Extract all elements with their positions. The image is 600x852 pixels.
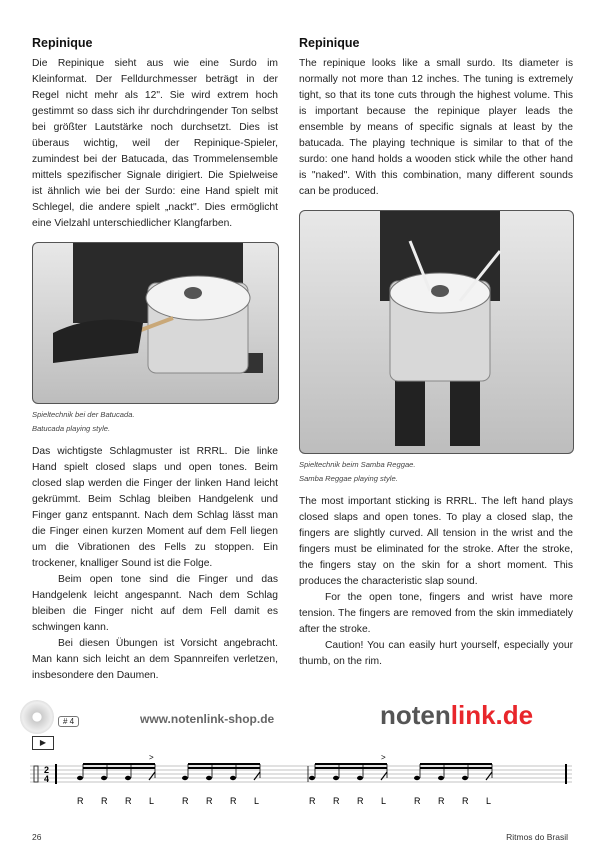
sticking-R: R <box>101 796 108 806</box>
note-head <box>125 776 131 780</box>
sticking-R: R <box>414 796 421 806</box>
left-heading: Repinique <box>32 36 93 50</box>
right-paragraph: For the open tone, fingers and wrist have more tension. The fingers are removed from the skin immediately after the stroke. <box>299 592 573 635</box>
sticking-L: L <box>254 796 260 806</box>
note-head <box>414 776 420 780</box>
notation-section <box>20 700 576 808</box>
right-column <box>299 36 573 670</box>
caption-en: Samba Reggae playing style. <box>299 474 398 483</box>
photo-samba-reggae <box>299 210 574 454</box>
sticking-R: R <box>462 796 469 806</box>
sticking-R: R <box>357 796 364 806</box>
time-signature-bottom: 4 <box>44 774 50 784</box>
drum-photo-illustration <box>300 211 573 453</box>
slap-note <box>381 772 387 780</box>
sticking-R: R <box>182 796 189 806</box>
sticking-L: L <box>486 796 492 806</box>
two-column-layout <box>32 36 573 684</box>
caption-de: Spieltechnik beim Samba Reggae. <box>299 460 416 469</box>
accent-mark: > <box>381 753 386 762</box>
sticking-R: R <box>206 796 213 806</box>
right-intro: The repinique looks like a small surdo. Its diameter is normally not more than 12 inches. The tuning is extremely tight, so that its tone cuts through the highest volume. This is important because the repinique player leads the ensemble by means of specific signals at least by the batucada. The playing technique is similar to that of the surdo: one hand holds a wooden stick while the other hand is "naked". With this combination, many different sounds can be produced. <box>299 58 573 197</box>
notation-staff <box>0 750 600 808</box>
accent-mark: > <box>149 753 154 762</box>
caption-de: Spieltechnik bei der Batucada. <box>32 410 135 419</box>
note-head <box>309 776 315 780</box>
watermark-dark: noten <box>380 700 451 730</box>
slap-note <box>254 772 260 780</box>
left-paragraph: Das wichtigste Schlagmuster ist RRRL. Die linke Hand spielt closed slaps und open tones. Beim closed slap werden die Finger der linken Hand leicht gekrümmt. Beim Schlag bleiben Handgelenk und Finger ganz entspannt. Nach dem Schlag lässt man die Finger einen kurzen Moment auf dem Fell liegen um die Vibrationen des Fells zu stoppen. Ein trockener, knalliger Sound ist die Folge. <box>32 446 278 569</box>
note-head <box>333 776 339 780</box>
sticking-L: L <box>381 796 387 806</box>
page-number: 26 <box>32 832 42 842</box>
note-head <box>77 776 83 780</box>
right-caption <box>299 458 573 486</box>
cd-track-label: # 4 <box>58 716 79 727</box>
note-head <box>357 776 363 780</box>
watermark-red: link.de <box>450 700 534 730</box>
slap-note <box>149 772 155 780</box>
left-caption <box>32 408 278 436</box>
sticking-R: R <box>125 796 132 806</box>
cd-row <box>20 700 576 736</box>
right-heading: Repinique <box>299 36 360 50</box>
sticking-R: R <box>230 796 237 806</box>
note-head <box>462 776 468 780</box>
watermark <box>380 700 533 731</box>
book-title: Ritmos do Brasil <box>506 832 568 842</box>
time-signature-top: 2 <box>44 765 50 775</box>
left-paragraph: Beim open tone sind die Finger und das Handgelenk leicht angespannt. Nach dem Schlag bleiben die Finger nicht auf dem Fell damit es schwingen kann. <box>32 574 278 633</box>
sticking-R: R <box>438 796 445 806</box>
sticking-R: R <box>333 796 340 806</box>
sticking-L: L <box>149 796 155 806</box>
note-head <box>101 776 107 780</box>
caption-en: Batucada playing style. <box>32 424 111 433</box>
note-head <box>206 776 212 780</box>
watermark-ring: www.notenlink-shop.de <box>140 712 275 726</box>
note-head <box>182 776 188 780</box>
cd-icon <box>20 700 54 734</box>
sticking-R: R <box>309 796 316 806</box>
left-column <box>32 36 278 684</box>
note-head <box>230 776 236 780</box>
left-paragraph: Bei diesen Übungen ist Vorsicht angebracht. Man kann sich leicht an dem Spannreifen verletzen, insbesondere den Daumen. <box>32 638 278 681</box>
sticking-R: R <box>77 796 84 806</box>
left-intro: Die Repinique sieht aus wie eine Surdo im Kleinformat. Der Felldurchmesser beträgt in der Regel nicht mehr als 12". Sie wird extrem hoch gestimmt so dass sich ihr durchdringender Ton selbst bei größter Lautstärke noch durchsetzt. Dies ist überaus wichtig, weil der Repinique-Spieler, zumindest bei der Batucada, das Trommelensemble mittels spezifischer Signale dirigiert. Die Spielweise ist ähnlich wie bei der Surdo: eine Hand spielt mit Schlegel, die andere spielt „nackt". Dies ermöglicht eine Vielzahl unterschiedlicher Klangfarben. <box>32 58 278 229</box>
slap-note <box>486 772 492 780</box>
right-paragraph: The most important sticking is RRRL. The left hand plays closed slaps and open tones. To play a closed slap, the fingers are slightly curved. All tension in the wrist and the fingers must be eliminated for the stroke. After the stroke, the fingers stay on the skin for a short moment. This produces the characteristic slap sound. <box>299 496 573 587</box>
photo-batucada <box>32 242 279 404</box>
drum-photo-illustration <box>33 243 278 403</box>
note-head <box>438 776 444 780</box>
play-button[interactable]: ▶ <box>32 736 54 750</box>
right-paragraph: Caution! You can easily hurt yourself, especially your thumb, on the rim. <box>299 640 573 667</box>
